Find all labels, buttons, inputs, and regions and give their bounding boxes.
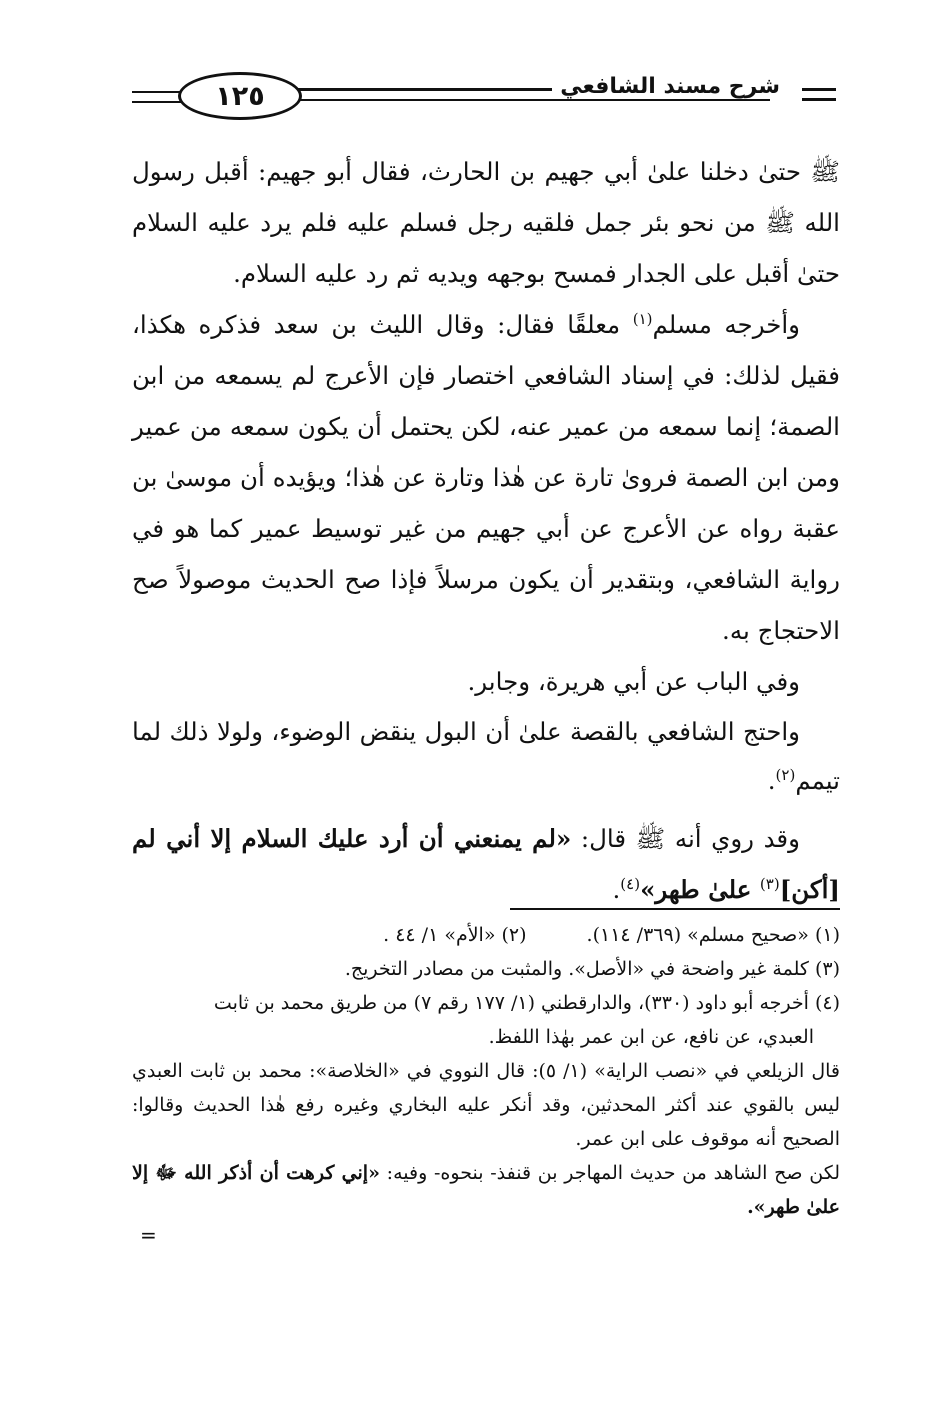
hadith-quote: علىٰ طهر» [640, 875, 760, 904]
paragraph [132, 299, 840, 656]
footnote-ref: (٣) [759, 874, 780, 893]
paragraph [132, 146, 840, 299]
page-header [132, 68, 840, 124]
paragraph [132, 813, 840, 915]
text-span: لكن صح الشاهد من حديث المهاجر بن قنفذ- بنحوه- وفيه: [379, 1162, 840, 1184]
text-span: . [767, 766, 776, 795]
footnote-4-witness [132, 1156, 840, 1224]
header-rule [260, 99, 770, 101]
text-span: واحتج الشافعي بالقصة علىٰ أن البول ينقض الوضوء، ولولا ذلك لما تيمم [132, 717, 840, 795]
continuation-mark: = [140, 1223, 157, 1247]
footnote-separator [510, 908, 840, 910]
header-dash [802, 98, 836, 101]
page-number: ١٢٥ [178, 72, 302, 120]
footnotes [132, 918, 840, 1224]
footnote-4-continued: العبدي، عن نافع، عن ابن عمر بهٰذا اللفظ. [488, 1026, 814, 1048]
text-line: رسول الله ﷺ من نحو بئر جمل فلقيه رجل فسلم عليه فلم يرد عليه [132, 157, 840, 237]
header-dash [802, 88, 836, 91]
footnote-ref: (٢) [775, 765, 796, 784]
footnote-row [132, 918, 840, 952]
paragraph [132, 707, 840, 805]
text-line: ﷺ حتىٰ دخلنا علىٰ أبي جهيم بن الحارث، فقال أبو جهيم: أقبل [204, 157, 840, 186]
footnote-4: (٤) أخرجه أبو داود (٣٣٠)، والدارقطني (١/ ١٧٧ رقم ٧) من طريق محمد بن ثابت [213, 992, 840, 1014]
text-line: السلام حتىٰ أقبل على الجدار فمسح بوجهه ويديه ثم رد عليه السلام. [132, 208, 840, 288]
footnote-3: (٣) كلمة غير واضحة في «الأصل». والمثبت من مصادر التخريج. [344, 958, 840, 980]
text-span: معلقًا فقال: وقال الليث بن سعد فذكره هكذا، فقيل لذلك: في إسناد الشافعي اختصار فإن الأعرج لم يسمعه من ابن الصمة؛ إنما سمعه من عمير عنه، لكن يحتمل أن يكون سمعه من عمير ومن ابن الصمة فروىٰ تارة عن هٰذا وتارة عن هٰذا؛ ويؤيده أن موسىٰ بن عقبة رواه عن الأعرج عن أبي جهيم من غير توسيط عمير كما هو في رواية الشافعي، وبتقدير أن يكون مرسلاً فإذا صح الحديث موصولاً صح الاحتجاج به. [132, 310, 840, 645]
footnote-ref: (٤) [620, 874, 641, 893]
footnote-1: (١) «صحيح مسلم» (٣٦٩/ ١١٤). [586, 924, 840, 946]
footnote-4-commentary: قال الزيلعي في «نصب الراية» (١/ ٥): قال النووي في «الخلاصة»: محمد بن ثابت العبدي ليس بالقوي عند أكثر المحدثين، وقد أنكر عليه البخاري وغيره رفع هٰذا الحديث وقالوا: الصحيح أنه موقوف على ابن عمر. [132, 1060, 840, 1150]
text-span: وأخرجه مسلم [652, 310, 800, 339]
text-span: . [612, 875, 621, 904]
hadith-quote: «لم يمنعني أن أرد عليك السلام إلا أني لم [أكن] [132, 824, 840, 904]
footnote-2: (٢) «الأم» ١/ ٤٤ . [383, 924, 527, 946]
running-title: شرح مسند الشافعي [552, 74, 788, 99]
hadith-quote: «إني كرهت أن أذكر الله ﷻ إلا علىٰ طهر». [132, 1162, 840, 1218]
paragraph: وفي الباب عن أبي هريرة، وجابر. [467, 667, 800, 696]
body-text [132, 146, 840, 915]
footnote-ref: (١) [632, 309, 653, 328]
text-span: وقد روي أنه ﷺ قال: [571, 824, 800, 853]
